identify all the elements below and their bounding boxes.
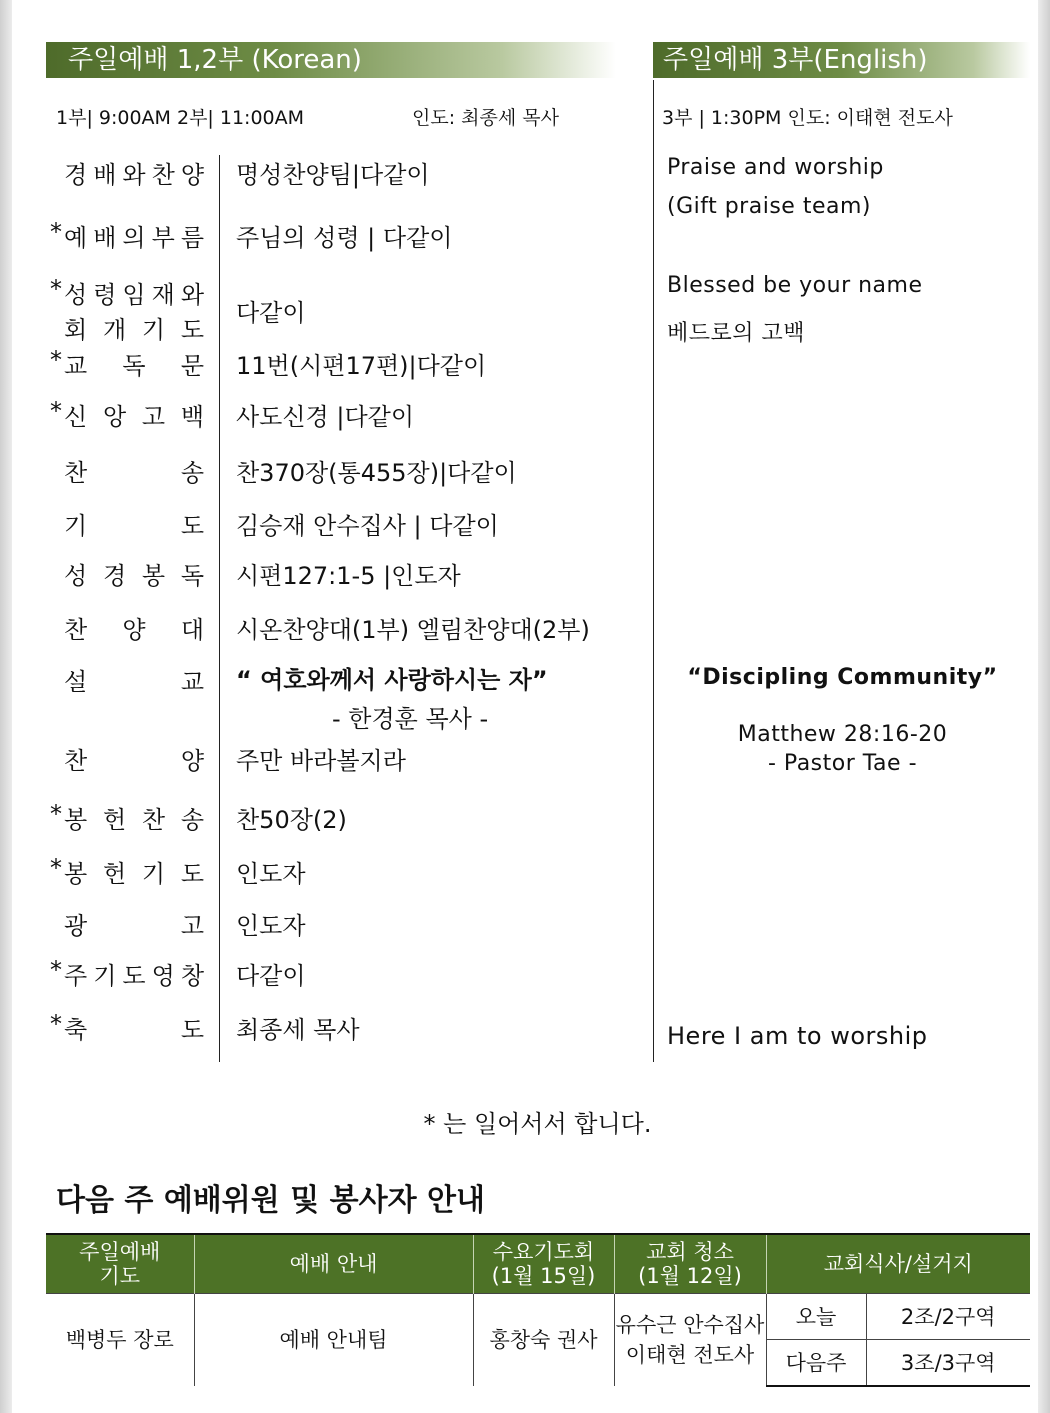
order-label-text: 경 배 와 찬 양 bbox=[64, 161, 204, 189]
order-label bbox=[50, 453, 204, 488]
order-label-text: 봉 헌 기 도 bbox=[64, 860, 204, 888]
order-text: 시온찬양대(1부) 엘림찬양대(2부) bbox=[236, 616, 590, 644]
standing-footnote: * 는 일어서서 합니다. bbox=[423, 1110, 652, 1138]
order-label-text: 예 배 의 부 름 bbox=[64, 224, 204, 252]
korean-service-title: 주일예배 1,2부 (Korean) bbox=[46, 42, 616, 78]
order-label: * 봉 헌 찬 송 bbox=[50, 800, 204, 834]
next-label-cell: 다음주 bbox=[766, 1340, 866, 1387]
order-label: * 예 배 의 부 름 bbox=[50, 218, 204, 252]
english-praise-line1: Praise and worship bbox=[667, 155, 884, 180]
english-preacher: - Pastor Tae - bbox=[767, 751, 918, 776]
next-week-table bbox=[46, 1233, 1030, 1387]
order-label: * 성 령 임 재 와 회 개 기 도 bbox=[50, 275, 204, 344]
english-service-title: 주일예배 3부(English) bbox=[653, 42, 1030, 78]
order-label-text: 봉 헌 찬 송 bbox=[64, 806, 204, 834]
today-group-cell: 2조/2구역 bbox=[866, 1294, 1030, 1340]
wednesday-cell: 홍창숙 권사 bbox=[473, 1294, 614, 1387]
order-text: 김승재 안수집사 | 다같이 bbox=[236, 512, 499, 540]
order-text: 찬370장(통455장)|다같이 bbox=[236, 459, 517, 487]
order-text: 인도자 bbox=[236, 912, 306, 940]
english-praise-line2: (Gift praise team) bbox=[667, 194, 871, 219]
order-label bbox=[50, 155, 204, 190]
order-label-text: 찬 양 대 bbox=[64, 616, 204, 644]
korean-service-leader: 인도: 최종세 목사 bbox=[412, 107, 559, 129]
order-label bbox=[50, 556, 204, 591]
order-label-text: 교 독 문 bbox=[64, 352, 204, 380]
table-row bbox=[46, 1294, 1030, 1340]
order-text: 시편127:1-5 |인도자 bbox=[236, 562, 461, 590]
english-song1: Blessed be your name bbox=[667, 273, 923, 298]
english-sermon-title: “Discipling Community” bbox=[687, 665, 998, 690]
english-service-info: 3부 | 1:30PM 인도: 이태현 전도사 bbox=[662, 107, 953, 129]
order-text: 사도신경 |다같이 bbox=[236, 403, 415, 431]
usher-cell: 예배 안내팀 bbox=[194, 1294, 473, 1387]
order-text: 주만 바라볼지라 bbox=[236, 747, 406, 775]
english-scripture: Matthew 28:16-20 bbox=[737, 722, 948, 747]
order-label-text: 회 개 기 도 bbox=[64, 316, 204, 344]
order-label-text: 주 기 도 영 창 bbox=[64, 962, 204, 990]
order-label bbox=[50, 610, 204, 645]
order-text: 다같이 bbox=[236, 299, 306, 327]
order-label: * 축 도 bbox=[50, 1010, 204, 1044]
order-label: * 주 기 도 영 창 bbox=[50, 956, 204, 990]
order-label-text: 축 도 bbox=[64, 1016, 204, 1044]
order-text: 다같이 bbox=[236, 962, 306, 990]
page-edge-right bbox=[1038, 0, 1050, 1413]
order-text: 11번(시편17편)|다같이 bbox=[236, 352, 487, 380]
prayer-cell: 백병두 장로 bbox=[46, 1294, 194, 1387]
english-song2: 베드로의 고백 bbox=[667, 321, 806, 346]
order-label: * 교 독 문 bbox=[50, 346, 204, 380]
order-label: * 신 앙 고 백 bbox=[50, 397, 204, 431]
order-label-text: 성 경 봉 독 bbox=[64, 562, 204, 590]
order-text: 주님의 성령 | 다같이 bbox=[236, 224, 453, 252]
order-label bbox=[50, 906, 204, 941]
cleaning-cell: 유수근 안수집사 이태현 전도사 bbox=[614, 1294, 766, 1387]
order-label-text: 찬 송 bbox=[64, 459, 204, 487]
today-label-cell: 오늘 bbox=[766, 1294, 866, 1340]
order-label-text: 찬 양 bbox=[64, 747, 204, 775]
order-label: * 봉 헌 기 도 bbox=[50, 854, 204, 888]
page-edge-left bbox=[0, 0, 12, 1413]
header-usher: 예배 안내 bbox=[194, 1234, 473, 1294]
order-label-text: 설 교 bbox=[64, 668, 204, 696]
order-text: 명성찬양팀|다같이 bbox=[236, 161, 430, 189]
order-text: “ 여호와께서 사랑하시는 자” - 한경훈 목사 - bbox=[236, 666, 548, 733]
korean-service-times: 1부| 9:00AM 2부| 11:00AM bbox=[56, 107, 305, 129]
order-label-text: 성 령 임 재 와 bbox=[64, 281, 204, 309]
next-group-cell: 3조/3구역 bbox=[866, 1340, 1030, 1387]
header-prayer: 주일예배 기도 bbox=[46, 1234, 194, 1294]
order-text: 찬50장(2) bbox=[236, 806, 347, 834]
order-text: 인도자 bbox=[236, 860, 306, 888]
order-label-text: 신 앙 고 백 bbox=[64, 403, 204, 431]
header-meal: 교회식사/설거지 bbox=[766, 1234, 1030, 1294]
next-week-title: 다음 주 예배위원 및 봉사자 안내 bbox=[56, 1183, 485, 1218]
order-text: 최종세 목사 bbox=[236, 1016, 360, 1044]
english-closing-song: Here I am to worship bbox=[667, 1022, 928, 1050]
order-label bbox=[50, 506, 204, 541]
order-label bbox=[50, 662, 204, 697]
order-label bbox=[50, 741, 204, 776]
order-label-text: 기 도 bbox=[64, 512, 204, 540]
order-label-text: 광 고 bbox=[64, 912, 204, 940]
table-header-row bbox=[46, 1234, 1030, 1294]
header-wednesday: 수요기도회 (1월 15일) bbox=[473, 1234, 614, 1294]
order-divider bbox=[219, 155, 220, 1062]
column-divider bbox=[653, 80, 654, 1062]
header-cleaning: 교회 청소 (1월 12일) bbox=[614, 1234, 766, 1294]
